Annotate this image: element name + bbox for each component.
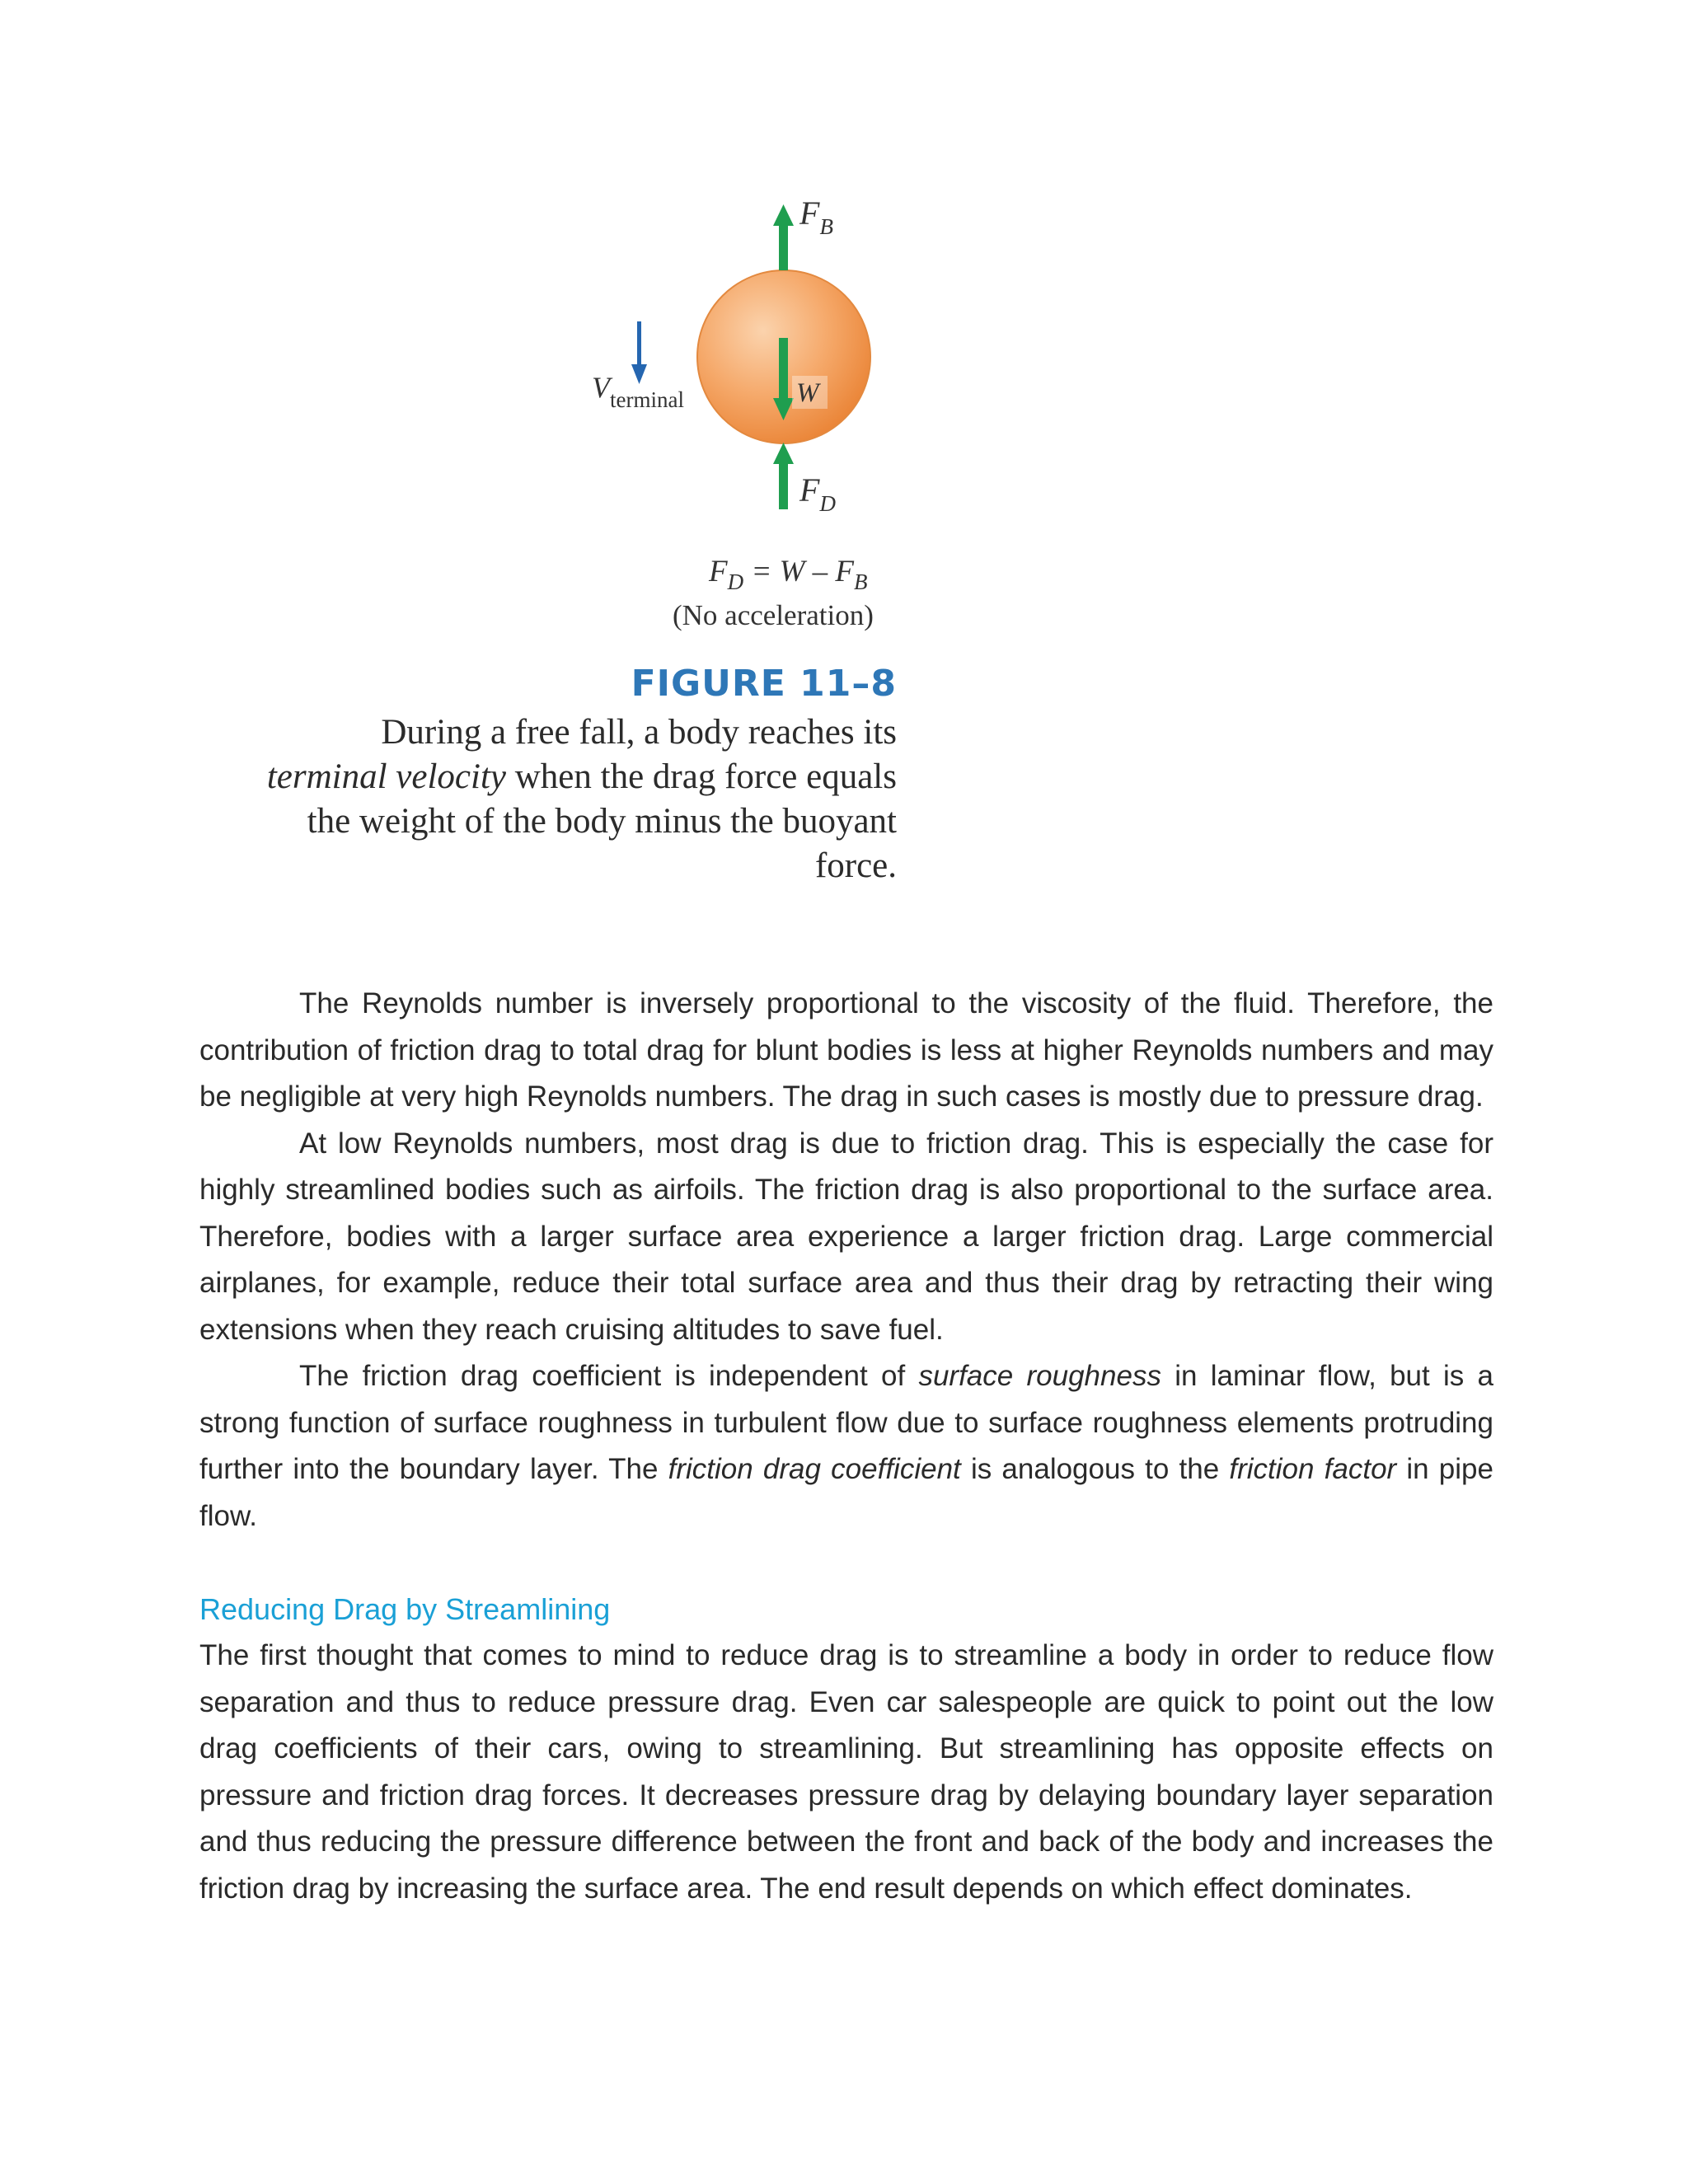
paragraph-reynolds-viscosity: The Reynolds number is inversely proportional to the viscosity of the fluid. Therefore, the contribution of friction drag to total drag for blunt bodies is less at higher Reynolds numbers and may be negligible at very high Reynolds numbers. The drag in such cases is mostly due to pressure drag. xyxy=(199,987,1493,1113)
paragraph-friction-coefficient: The friction drag coefficient is independent of surface roughness in laminar flow, but is a strong function of surface roughness in turbulent flow due to surface roughness elements protruding further into the boundary layer. The friction drag coefficient is analogous to the friction factor in pipe flow. xyxy=(199,1360,1494,1532)
terminal-velocity-label: $V_{terminal}$ xyxy=(592,371,684,412)
terminal-velocity-arrow xyxy=(631,321,647,384)
paragraph-low-reynolds: At low Reynolds numbers, most drag is due to friction drag. This is especially the case for highly streamlined bodies such as airfoils. The friction drag is also proportional to the surface area. Therefore, bodies with a larger surface area experience a larger friction drag. Large commercial airplanes, for example, reduce their total surface area and thus their drag by retracting their wing extensions when they reach cruising altitudes to save fuel. xyxy=(199,1127,1493,1346)
buoyant-force-arrow xyxy=(773,204,794,270)
caption-text: During a free fall, a body reaches its terminal velocity when the drag force equals the weight of the body minus the buoyant force. xyxy=(266,713,897,885)
drag-force-label: $F_D$ xyxy=(799,471,836,516)
no-acceleration-note: (No acceleration) xyxy=(673,599,874,631)
buoyant-force-label: $F_B$ xyxy=(799,194,833,239)
weight-label: W xyxy=(796,378,819,408)
figure-number: FIGURE 11–8 xyxy=(631,663,897,705)
section-heading-streamlining: Reducing Drag by Streamlining xyxy=(199,1592,611,1626)
body-text xyxy=(199,981,1493,1912)
drag-force-arrow xyxy=(773,443,794,509)
figure-caption xyxy=(247,659,897,888)
paragraph-streamlining: The first thought that comes to mind to reduce drag is to streamline a body in order to reduce flow separation and thus to reduce pressure drag. Even car salespeople are quick to point out the low drag coefficients of their cars, owing to streamlining. But streamlining has opposite effects on pressure and friction drag forces. It decreases pressure drag by delaying boundary layer separation and thus reducing the pressure difference between the front and back of the body and increases the friction drag by increasing the surface area. The end result depends on which effect dominates. xyxy=(199,1639,1493,1905)
drag-equation: $F_D = W - F_B$ xyxy=(709,555,868,594)
